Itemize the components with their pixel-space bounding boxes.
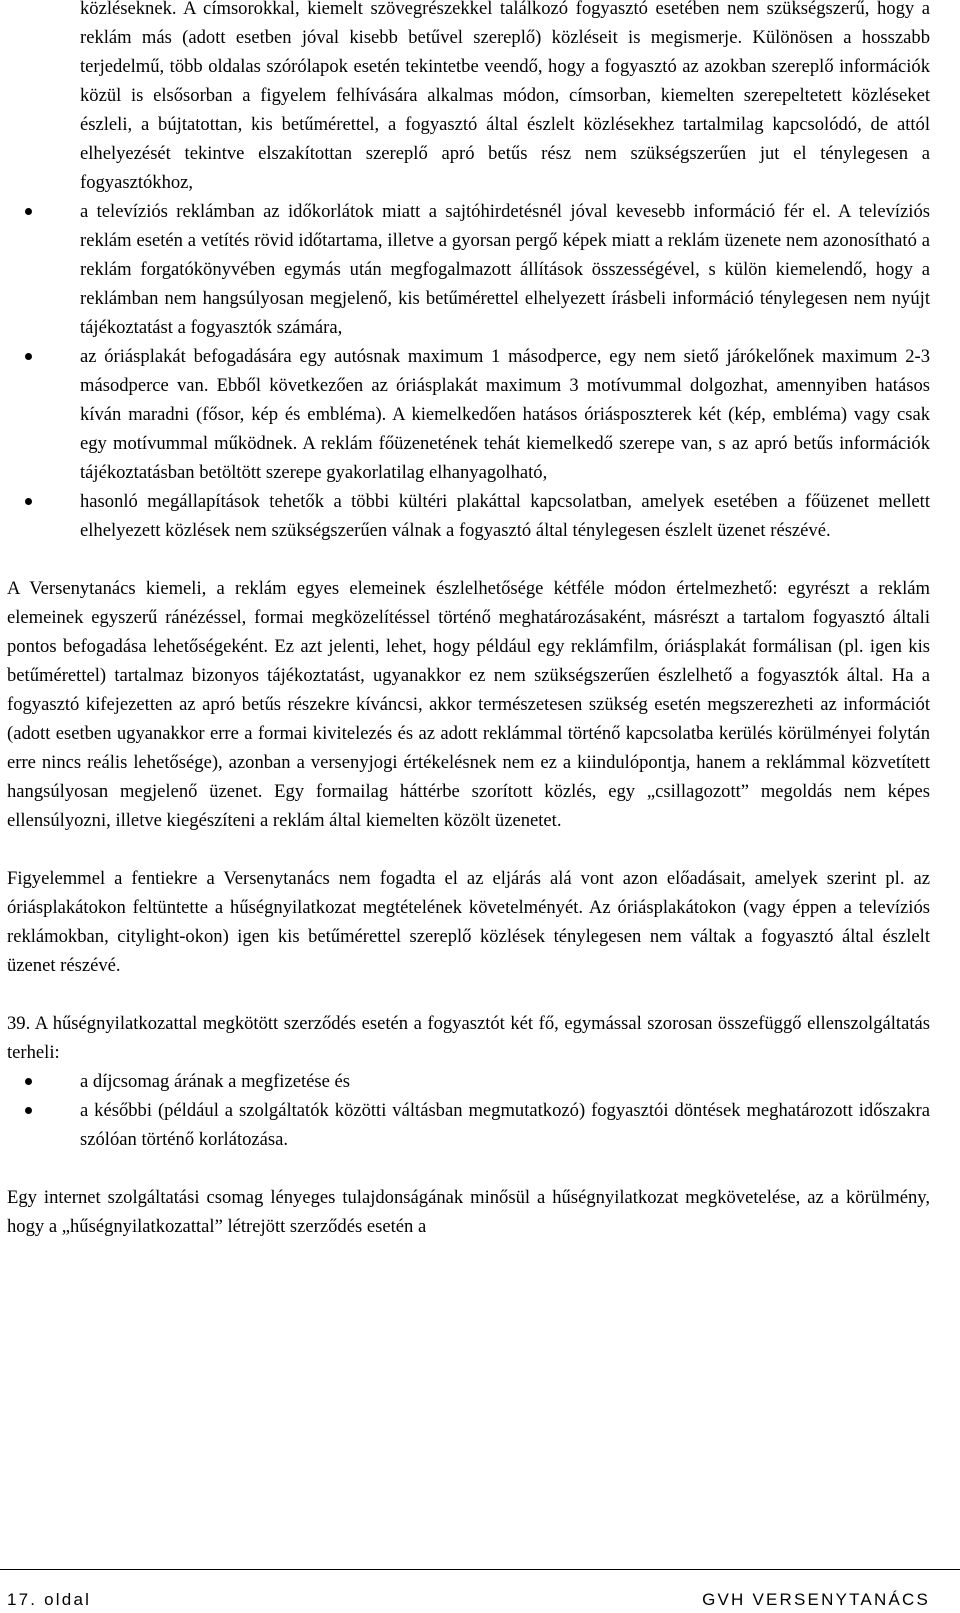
paragraph-conclusion: Figyelemmel a fentiekre a Versenytanács nem fogadta el az eljárás alá vont azon előadásait, amelyek szerint pl. az óriásplakátokon feltüntette a hűségnyilatkozat megtételének követelményét. Az óriásplakátokon (vagy éppen a televíziós reklámokban, citylight-okon) igen kis betűmérettel szereplő közlések ténylegesen nem váltak a fogyasztó által észlelt üzenet részévé.	[7, 868, 930, 976]
paragraph-numbered-39: 39. A hűségnyilatkozattal megkötött szerződés esetén a fogyasztót két fő, egymással szorosan összefüggő ellenszolgáltatás terheli:	[7, 1013, 930, 1063]
bullet-item-tv: a televíziós reklámban az időkorlátok miatt a sajtóhirdetésnél jóval kevesebb információ fér el. A televíziós reklám esetén a vetítés rövid időtartama, illetve a gyorsan pergő képek miatt a reklám üzenete nem azonosítható a reklám forgatókönyvében egymás után megfogalmazott állítások összességével, s külön kiemelendő, hogy a reklámban nem hangsúlyosan megjelenő, kis betűmérettel elhelyezett írásbeli információ ténylegesen nem nyújt tájékoztatást a fogyasztók számára,	[7, 197, 930, 342]
bullet-item-fee: a díjcsomag árának a megfizetése és	[7, 1067, 930, 1096]
paragraph-gap	[7, 1154, 930, 1183]
bullet-list-obligations	[7, 1067, 930, 1154]
page-number: 17. oldal	[7, 1590, 92, 1609]
bullet-continuation: közléseknek. A címsorokkal, kiemelt szövegrészekkel találkozó fogyasztó esetében nem szükségszerű, hogy a reklám más (adott esetben jóval kisebb betűvel szereplő) közléseit is megismerje. Különösen a hosszabb terjedelmű, több oldalas szórólapok esetén tekintetbe veendő, hogy a fogyasztó az azokban szereplő információk közül is elsősorban a figyelem felhívására alkalmas módon, címsorban, kiemelten szerepeltetett közléseket észleli, a bújtatottan, kis betűmérettel, a fogyasztó által észlelt közlésekhez tartalmilag kapcsolódó, de attól elhelyezését tekintve elszakítottan szereplő apró betűs rész nem szükségszerűen jut el ténylegesen a fogyasztókhoz,	[80, 0, 930, 193]
bullet-item-billboard: az óriásplakát befogadására egy autósnak maximum 1 másodperce, egy nem siető járókelőnek maximum 2-3 másodperce van. Ebből következően az óriásplakát maximum 3 motívummal dolgozhat, amennyiben hatásos kíván maradni (fősor, kép és embléma). A kiemelkedően hatásos óriásposzterek két (kép, embléma) vagy csak egy motívummal működnek. A reklám főüzenetének tehát kiemelkedő szerepe van, s az apró betűs információk tájékoztatásban betöltött szerepe gyakorlatilag elhanyagolható,	[7, 342, 930, 487]
paragraph-gap	[7, 980, 930, 1009]
bullet-item-restriction: a későbbi (például a szolgáltatók közötti váltásban megmutatkozó) fogyasztói döntések meghatározott időszakra szólóan történő korlátozása.	[7, 1096, 930, 1154]
footer-organization: GVH VERSENYTANÁCS	[702, 1590, 930, 1609]
paragraph-internet-package: Egy internet szolgáltatási csomag lényeges tulajdonságának minősül a hűségnyilatkozat megkövetelése, az a körülmény, hogy a „hűségnyilatkozattal” létrejött szerződés esetén a	[7, 1187, 930, 1237]
paragraph-gap	[7, 545, 930, 574]
bullet-list-media	[7, 197, 930, 545]
footer-divider	[0, 1569, 960, 1570]
paragraph-perceptibility: A Versenytanács kiemeli, a reklám egyes elemeinek észlelhetősége kétféle módon értelmezhető: egyrészt a reklám elemeinek egyszerű ránézéssel, formai megközelítéssel történő meghatározásaként, másrészt a tartalom fogyasztó általi pontos befogadása lehetőségeként. Ez azt jelenti, lehet, hogy például egy reklámfilm, óriásplakát formálisan (pl. igen kis betűmérettel) tartalmaz bizonyos tájékoztatást, ugyanakkor ez nem szükségszerűen észlelhető a fogyasztók által. Ha a fogyasztó kifejezetten az apró betűs részekre kíváncsi, akkor természetesen szükség esetén megszerezheti az információt (adott esetben ugyanakkor erre a formai kivitelezés és az adott reklámmal történő kapcsolatba kerülés körülményei folytán erre nincs reális lehetősége), azonban a versenyjogi értékelésnek nem ez a kiindulópontja, hanem a reklámmal közvetített hangsúlyosan megjelenő üzenet. Egy formailag háttérbe szorított közlés, egy „csillagozott” megoldás nem képes ellensúlyozni, illetve kiegészíteni a reklám által kiemelten közölt üzenetet.	[7, 578, 930, 831]
paragraph-gap	[7, 835, 930, 864]
bullet-item-outdoor: hasonló megállapítások tehetők a többi kültéri plakáttal kapcsolatban, amelyek esetében a főüzenet mellett elhelyezett közlések nem szükségszerűen válnak a fogyasztó által ténylegesen észlelt üzenet részévé.	[7, 487, 930, 545]
page-body	[7, 0, 930, 1241]
